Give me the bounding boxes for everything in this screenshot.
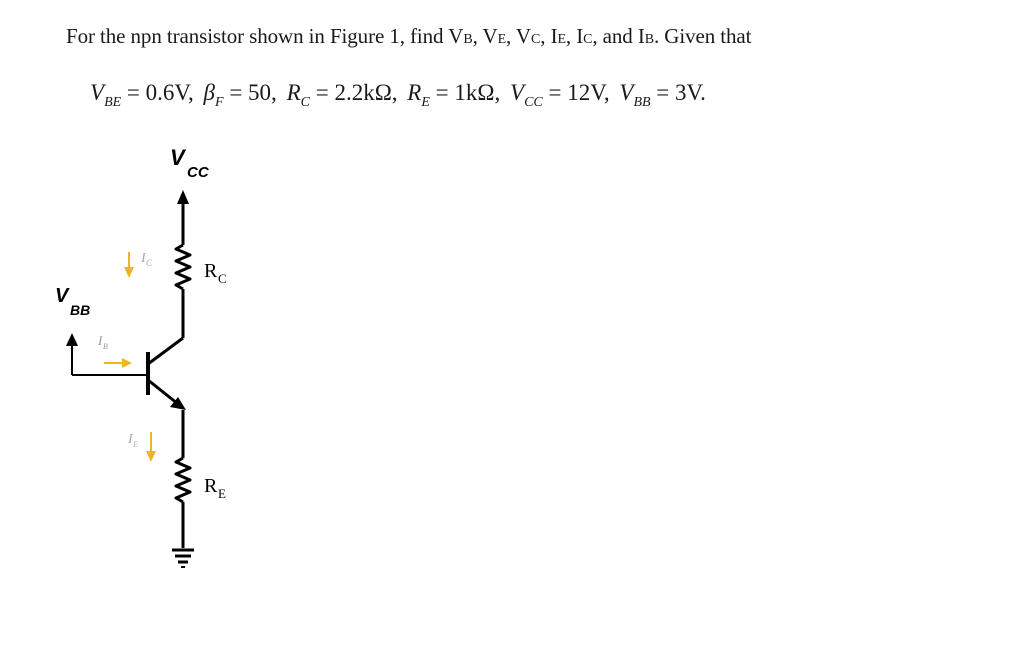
problem-text-2: , V	[472, 24, 498, 48]
ic-label-sub: C	[146, 258, 153, 268]
given-rc-subscript: C	[300, 95, 310, 110]
given-vcc-value: = 12V,	[542, 80, 610, 105]
ie-label: I	[128, 432, 133, 447]
re-resistor-icon	[176, 458, 190, 502]
problem-text-1: For the npn transistor shown in Figure 1, find V	[66, 24, 464, 48]
given-rc-symbol: R	[286, 80, 301, 105]
given-vbb-symbol: V	[619, 80, 634, 105]
problem-sub-5: C	[583, 32, 593, 47]
rc-resistor-icon	[176, 245, 190, 289]
given-beta-subscript: F	[215, 95, 224, 110]
vbb-label: V	[55, 285, 69, 307]
given-vbe-symbol: V	[90, 80, 105, 105]
given-re-subscript: E	[421, 95, 430, 110]
given-vbe-value: = 0.6V,	[121, 80, 194, 105]
problem-sub-4: E	[557, 32, 566, 47]
re-label-sub: E	[218, 486, 226, 501]
problem-text-3: , V	[506, 24, 532, 48]
ib-label: I	[98, 333, 103, 348]
given-vcc-symbol: V	[510, 80, 525, 105]
problem-text-4: , I	[540, 24, 558, 48]
problem-text-7: . Given that	[654, 24, 752, 48]
vcc-label: V	[170, 145, 185, 170]
ib-current-arrow-icon	[104, 358, 132, 368]
given-vbb-value: = 3V.	[650, 80, 706, 105]
given-re-symbol: R	[407, 80, 422, 105]
ie-label-sub: E	[133, 440, 138, 449]
rc-label: R	[204, 260, 218, 282]
ib-label-sub: B	[103, 342, 108, 351]
problem-sub-6: B	[644, 32, 654, 47]
ic-label: I	[141, 251, 146, 266]
problem-text-6: , and I	[592, 24, 645, 48]
re-label: R	[204, 475, 218, 497]
given-beta-value: = 50,	[223, 80, 277, 105]
ic-current-arrow-icon	[124, 252, 134, 278]
given-vbe-subscript: BE	[104, 95, 122, 110]
ground-icon	[172, 550, 194, 567]
problem-sub-2: E	[497, 32, 507, 47]
npn-transistor-icon	[148, 338, 186, 410]
vcc-arrow-icon	[177, 190, 189, 220]
vbb-arrow-icon	[66, 333, 78, 346]
given-vbb-subscript: BB	[633, 95, 651, 110]
problem-text-5: , I	[565, 24, 584, 48]
given-re-value: = 1kΩ,	[429, 80, 501, 105]
given-beta-symbol: β	[203, 80, 216, 105]
vbb-label-sub: BB	[70, 302, 91, 318]
rc-label-sub: C	[218, 271, 227, 286]
ie-current-arrow-icon	[146, 432, 156, 462]
given-vcc-subscript: CC	[524, 95, 543, 110]
given-rc-value: = 2.2kΩ,	[309, 80, 398, 105]
problem-sub-1: B	[463, 32, 473, 47]
problem-sub-3: C	[531, 32, 541, 47]
vcc-label-sub: CC	[187, 164, 209, 181]
